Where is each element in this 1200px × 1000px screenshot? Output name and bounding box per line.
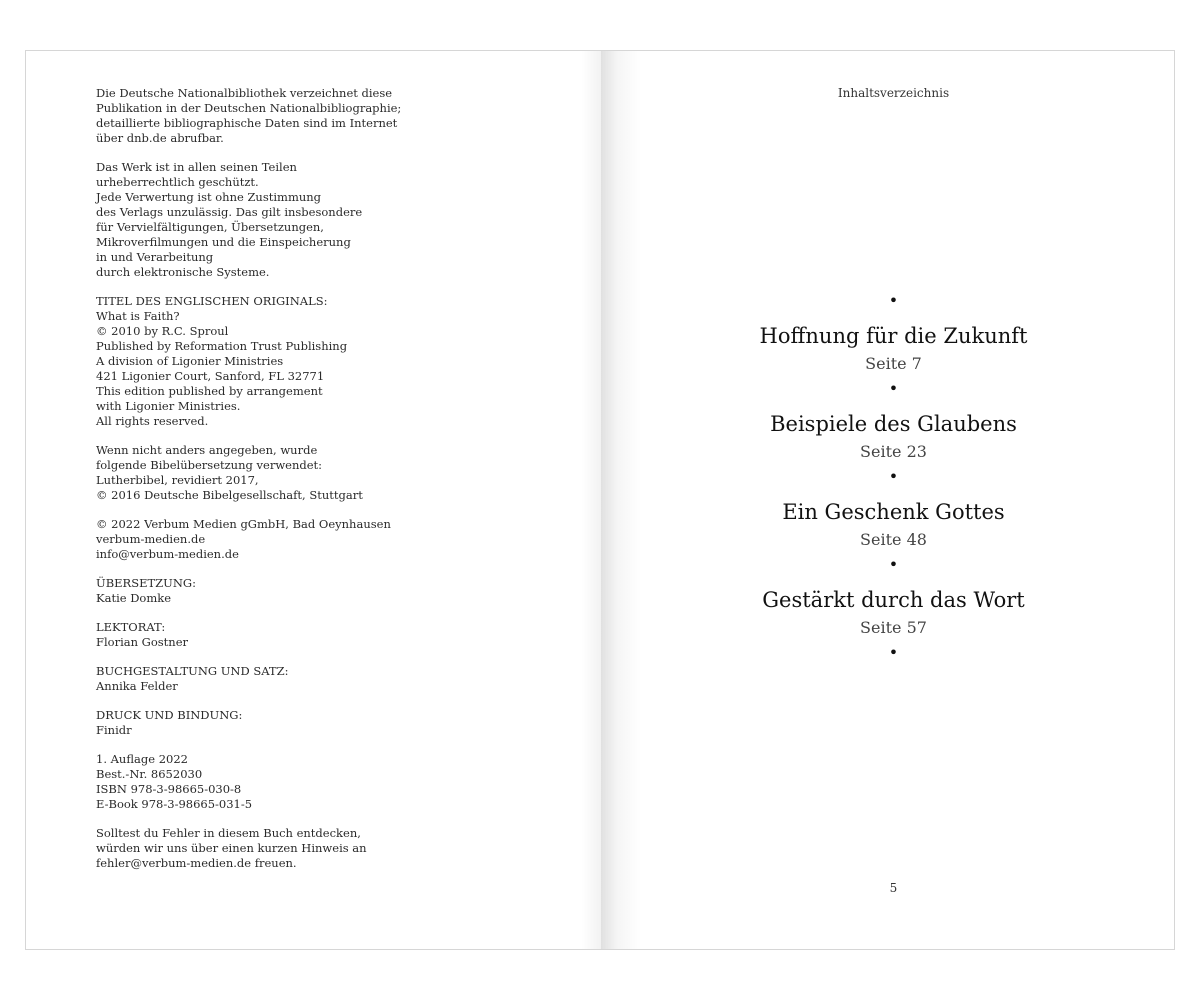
toc-bullet: • [888, 291, 899, 310]
imprint-text [96, 86, 416, 885]
imprint-line: Jede Verwertung ist ohne Zustimmung [96, 190, 322, 204]
imprint-line: LEKTORAT: [96, 620, 166, 634]
imprint-block [96, 160, 416, 280]
imprint-line: A division of Ligonier Ministries [96, 354, 284, 368]
imprint-line: 421 Ligonier Court, Sanford, FL 32771 [96, 369, 325, 383]
page-title: Inhaltsverzeichnis [837, 86, 950, 100]
imprint-line: Published by Reformation Trust Publishing [96, 339, 348, 353]
imprint-block [96, 664, 416, 694]
imprint-line: urheberrechtlich geschützt. [96, 175, 259, 189]
imprint-block [96, 86, 416, 146]
imprint-block [96, 708, 416, 738]
toc-entry-page: Seite 7 [865, 354, 922, 373]
imprint-line: folgende Bibelübersetzung verwendet: [96, 458, 323, 472]
imprint-line: TITEL DES ENGLISCHEN ORIGINALS: [96, 294, 328, 308]
imprint-line: in und Verarbeitung [96, 250, 214, 264]
imprint-line: This edition published by arrangement [96, 384, 323, 398]
toc-bullet: • [888, 379, 899, 398]
book-spread [25, 50, 1175, 950]
imprint-line: DRUCK UND BINDUNG: [96, 708, 243, 722]
imprint-line: ISBN 978-3-98665-030-8 [96, 782, 242, 796]
imprint-line: für Vervielfältigungen, Übersetzungen, [96, 220, 324, 234]
imprint-line: fehler@verbum-medien.de freuen. [96, 856, 297, 870]
imprint-line: 1. Auflage 2022 [96, 752, 188, 766]
imprint-line: BUCHGESTALTUNG UND SATZ: [96, 664, 289, 678]
toc-entry-title: Ein Geschenk Gottes [782, 500, 1005, 524]
imprint-block [96, 576, 416, 606]
imprint-line: info@verbum-medien.de [96, 547, 239, 561]
imprint-line: Lutherbibel, revidiert 2017, [96, 473, 259, 487]
imprint-line: © 2010 by R.C. Sproul [96, 324, 229, 338]
toc-entry-page: Seite 57 [860, 618, 927, 637]
toc-entry-title: Gestärkt durch das Wort [762, 588, 1025, 612]
imprint-line: über dnb.de abrufbar. [96, 131, 224, 145]
imprint-line: verbum-medien.de [96, 532, 206, 546]
imprint-line: Annika Felder [96, 679, 178, 693]
imprint-line: Wenn nicht anders angegeben, wurde [96, 443, 318, 457]
toc-entry-title: Hoffnung für die Zukunft [759, 324, 1028, 348]
imprint-line: Florian Gostner [96, 635, 189, 649]
imprint-line: Finidr [96, 723, 132, 737]
toc-bullet: • [888, 643, 899, 662]
imprint-line: Best.-Nr. 8652030 [96, 767, 203, 781]
imprint-line: Mikroverfilmungen und die Einspeicherung [96, 235, 351, 249]
imprint-line: E-Book 978-3-98665-031-5 [96, 797, 253, 811]
imprint-block [96, 294, 416, 429]
toc-entry-title: Beispiele des Glaubens [770, 412, 1017, 436]
imprint-line: with Ligonier Ministries. [96, 399, 241, 413]
imprint-line: Publikation in der Deutschen Nationalbibliographie; [96, 101, 402, 115]
imprint-line: Katie Domke [96, 591, 172, 605]
imprint-line: Das Werk ist in allen seinen Teilen [96, 160, 297, 174]
imprint-line: durch elektronische Systeme. [96, 265, 270, 279]
imprint-line: Die Deutsche Nationalbibliothek verzeichnet diese [96, 86, 393, 100]
toc-bullet: • [888, 555, 899, 574]
imprint-line: What is Faith? [96, 309, 180, 323]
toc-entry-page: Seite 23 [860, 442, 927, 461]
imprint-block [96, 517, 416, 562]
imprint-line: detaillierte bibliographische Daten sind im Internet [96, 116, 398, 130]
toc-entry-page: Seite 48 [860, 530, 927, 549]
imprint-page [26, 51, 601, 949]
imprint-line: © 2022 Verbum Medien gGmbH, Bad Oeynhausen [96, 517, 391, 531]
imprint-line: All rights reserved. [96, 414, 209, 428]
imprint-line: © 2016 Deutsche Bibelgesellschaft, Stuttgart [96, 488, 363, 502]
imprint-block [96, 826, 416, 871]
imprint-block [96, 443, 416, 503]
imprint-line: Solltest du Fehler in diesem Buch entdecken, [96, 826, 361, 840]
imprint-block [96, 752, 416, 812]
table-of-contents [601, 289, 1175, 665]
imprint-line: ÜBERSETZUNG: [96, 576, 196, 590]
imprint-line: des Verlags unzulässig. Das gilt insbesondere [96, 205, 363, 219]
imprint-line: würden wir uns über einen kurzen Hinweis an [96, 841, 367, 855]
imprint-block [96, 620, 416, 650]
toc-bullet: • [888, 467, 899, 486]
contents-page [601, 51, 1174, 949]
page-number: 5 [889, 881, 898, 895]
